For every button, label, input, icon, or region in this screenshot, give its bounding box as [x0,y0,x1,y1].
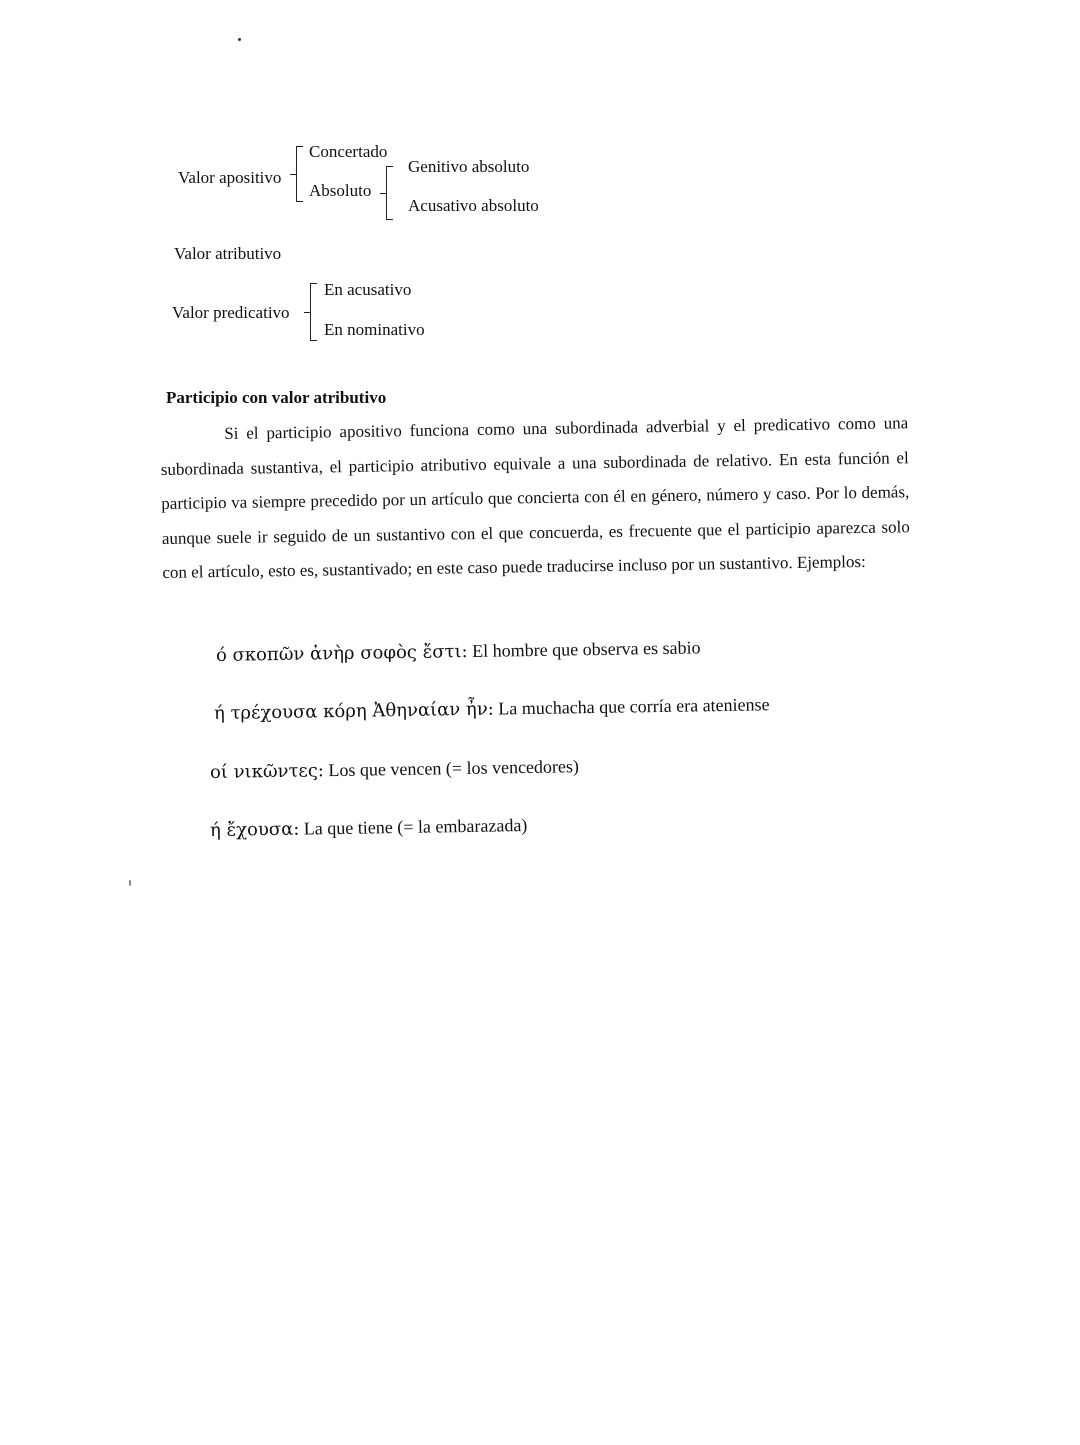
example-3 [210,756,579,783]
valor-apositivo-label: Valor apositivo [178,168,282,187]
section-heading: Participio con valor atributivo [166,388,387,407]
example-translation: La que tiene (= la embarazada) [299,815,528,839]
example-translation: La muchacha que corría era ateniense [493,694,770,719]
example-translation: Los que vencen (= los vencedores) [323,756,580,781]
scan-speck [129,880,131,886]
scan-speck [238,38,241,41]
example-greek: οί νικῶντες: [209,760,325,783]
example-2 [214,694,770,724]
en-nominativo-label: En nominativo [324,320,425,339]
concertado-label: Concertado [309,142,388,161]
apositivo-brace [296,146,303,202]
paragraph-text: Si el participio apositivo funciona como una subordinada adverbial y el predicativo como una subordinada sustantiva, el participio atributivo equivale a una subordinada de relativo. En esta función el participio va siempre precedido por un artículo que concierta con él en género, número y caso. Por lo demás, aunque suele ir seguido de un sustantivo con el que concuerda, es frecuente que el participio aparezca solo con el artículo, esto es, sustantivado; en este caso puede traducirse incluso por un sustantivo. Ejemplos: [160,413,910,582]
valor-atributivo-label: Valor atributivo [174,244,282,263]
acusativo-absoluto-label: Acusativo absoluto [408,196,539,215]
example-translation: El hombre que observa es sabio [467,637,701,662]
example-1 [216,637,701,666]
en-acusativo-label: En acusativo [324,280,412,299]
example-4 [210,815,528,841]
absoluto-label: Absoluto [309,181,372,200]
valor-predicativo-label: Valor predicativo [172,303,290,322]
example-greek: ή τρέχουσα κόρη Ἀθηναίαν ἦν: [213,698,494,724]
genitivo-absoluto-label: Genitivo absoluto [408,157,530,176]
example-greek: ή ἔχουσα: [209,818,300,841]
example-greek: ό σκοπῶν ἀνὴρ σοφὸς ἔστι: [215,641,468,666]
body-paragraph [160,406,911,590]
absoluto-brace [386,166,393,220]
predicativo-brace [310,283,317,341]
